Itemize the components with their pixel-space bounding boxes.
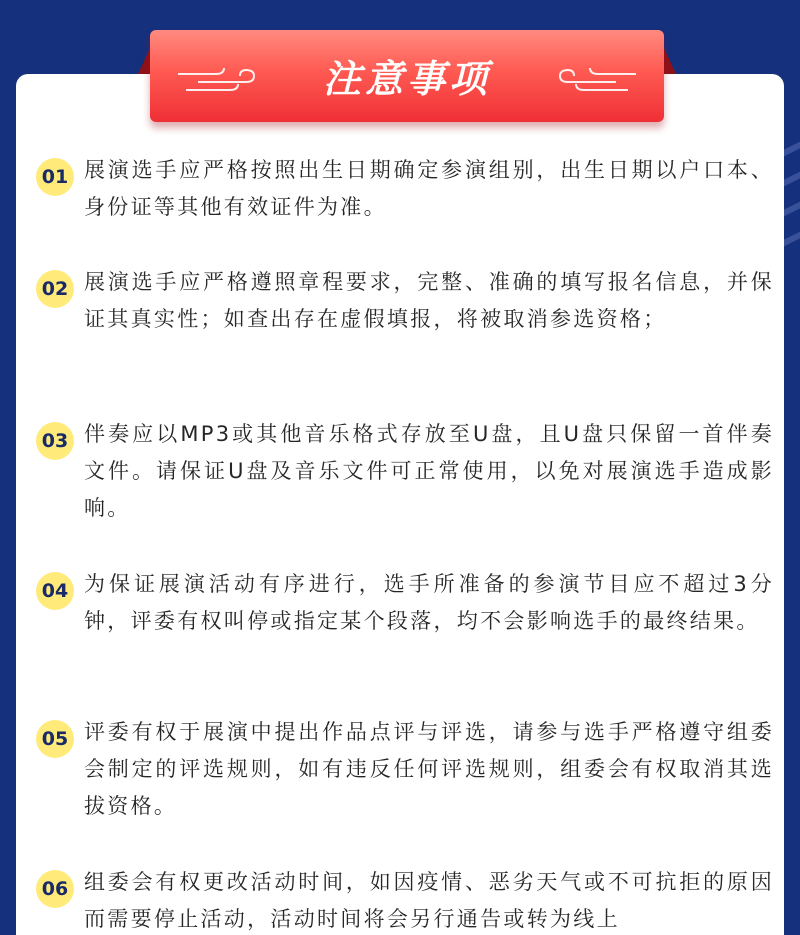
item-text: 展演选手应严格遵照章程要求，完整、准确的填写报名信息，并保证其真实性；如查出存在虚假填报，将被取消参选资格； bbox=[84, 270, 774, 331]
item-number-badge: 06 bbox=[36, 870, 74, 908]
item-text: 评委有权于展演中提出作品点评与评选，请参与选手严格遵守组委会制定的评选规则，如有违反任何评选规则，组委会有权取消其选拔资格。 bbox=[84, 720, 774, 818]
item-number-badge: 03 bbox=[36, 422, 74, 460]
item-number-badge: 04 bbox=[36, 572, 74, 610]
item-text: 展演选手应严格按照出生日期确定参演组别，出生日期以户口本、身份证等其他有效证件为准。 bbox=[84, 158, 774, 219]
item-text: 伴奏应以MP3或其他音乐格式存放至U盘，且U盘只保留一首伴奏文件。请保证U盘及音乐文件可正常使用，以免对展演选手造成影响。 bbox=[84, 422, 774, 520]
item-text: 为保证展演活动有序进行，选手所准备的参演节目应不超过3分钟，评委有权叫停或指定某个段落，均不会影响选手的最终结果。 bbox=[84, 572, 774, 633]
page-title: 注意事项 bbox=[322, 57, 491, 101]
item-number-badge: 01 bbox=[36, 158, 74, 196]
item-text: 组委会有权更改活动时间，如因疫情、恶劣天气或不可抗拒的原因而需要停止活动，活动时间将会另行通告或转为线上 bbox=[84, 870, 774, 931]
title-banner bbox=[150, 30, 664, 122]
item-number-badge: 02 bbox=[36, 270, 74, 308]
item-number-badge: 05 bbox=[36, 720, 74, 758]
banner-fold-right bbox=[662, 44, 676, 74]
